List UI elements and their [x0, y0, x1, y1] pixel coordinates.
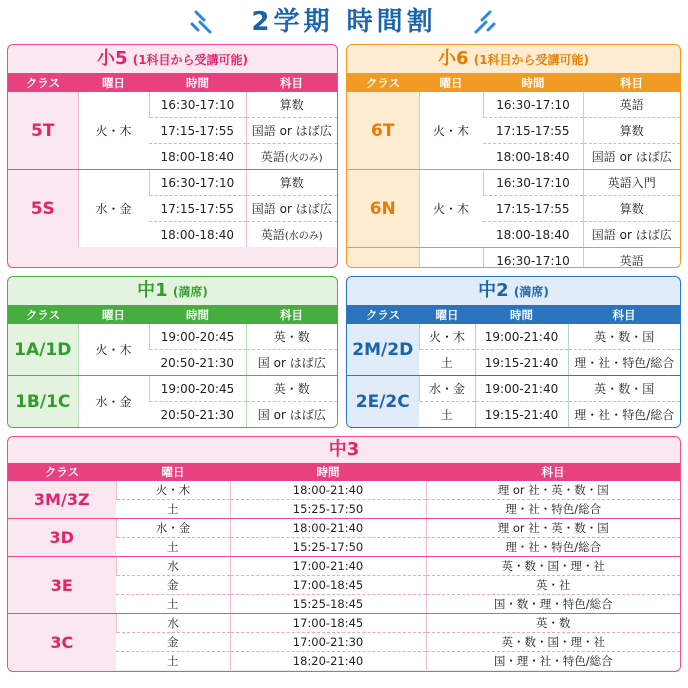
day-cell: 土 [116, 595, 230, 614]
panel-title-sub: (満席) [513, 285, 549, 299]
panel-title [8, 45, 337, 73]
subject-cell: 国語 or はば広 [246, 196, 337, 222]
header-subject: 科目 [568, 305, 680, 324]
subject-cell: 英・数・国・理・社 [426, 557, 680, 576]
table-header-row [347, 73, 680, 92]
table-row [8, 92, 337, 118]
class-cell: 3C [8, 614, 116, 671]
header-day: 曜日 [419, 305, 475, 324]
subject-cell [246, 144, 337, 170]
subject-cell: 理・社・特色/総合 [426, 500, 680, 519]
time-cell: 18:20-21:40 [230, 652, 426, 671]
time-cell: 19:00-20:45 [149, 324, 246, 350]
subject-cell: 国・理・社・特色/総合 [426, 652, 680, 671]
subject-text: 英語 [260, 150, 285, 164]
time-cell: 17:00-21:40 [230, 557, 426, 576]
time-cell: 15:25-18:45 [230, 595, 426, 614]
subject-cell: 英・社 [426, 576, 680, 595]
panel-title-main: 中1 [137, 280, 168, 301]
subject-cell: 英・数 [246, 376, 337, 402]
day-cell: 水・金 [78, 376, 149, 428]
panel-title-main: 中2 [478, 280, 509, 301]
header-subject: 科目 [246, 305, 337, 324]
day-cell: 水 [116, 557, 230, 576]
table-row [8, 376, 337, 402]
subject-cell: 算数 [583, 196, 680, 222]
header-class: クラス [8, 73, 78, 92]
day-cell: 火・木 [78, 324, 149, 376]
header-class: クラス [8, 463, 116, 481]
table-header-row [8, 73, 337, 92]
timetable [8, 305, 337, 427]
time-cell: 18:00-18:40 [149, 222, 246, 248]
panel-chu2 [346, 276, 681, 428]
subject-cell: 算数 [246, 170, 337, 196]
panel-title-sub: (満席) [172, 285, 208, 299]
panel-title-main: 中3 [328, 439, 360, 460]
subject-cell: 英・数 [426, 614, 680, 633]
header-day: 曜日 [78, 73, 149, 92]
table-row [8, 519, 680, 538]
subject-cell [246, 222, 337, 248]
time-cell: 20:50-21:30 [149, 350, 246, 376]
time-cell: 17:00-18:45 [230, 614, 426, 633]
timetable [8, 463, 680, 670]
time-cell: 19:00-21:40 [475, 376, 568, 402]
day-cell: 火・木 [78, 92, 149, 170]
subject-note: (火のみ) [284, 153, 323, 164]
class-cell: 5S [8, 170, 78, 248]
time-cell: 17:15-17:55 [149, 196, 246, 222]
header-time: 時間 [475, 305, 568, 324]
class-cell: 2M/2D [347, 324, 419, 376]
table-header-row [8, 463, 680, 481]
header-time: 時間 [149, 305, 246, 324]
timetable [8, 73, 337, 247]
header-subject: 科目 [246, 73, 337, 92]
subject-cell: 理・社・特色/総合 [568, 402, 680, 428]
day-cell: 水・金 [116, 519, 230, 538]
subject-cell: 国語 or はば広 [583, 144, 680, 170]
table-row [8, 170, 337, 196]
page-title-area [0, 2, 688, 42]
day-cell: 土 [419, 402, 475, 428]
time-cell: 17:15-17:55 [483, 118, 583, 144]
panel-title-main: 小6 [437, 48, 469, 69]
subject-cell: 国語 or はば広 [583, 222, 680, 248]
header-class: クラス [347, 305, 419, 324]
header-time: 時間 [230, 463, 426, 481]
accent-lines-icon [190, 8, 220, 38]
timetable [347, 73, 680, 268]
header-time: 時間 [149, 73, 246, 92]
day-cell: 火・木 [419, 170, 483, 248]
time-cell: 16:30-17:10 [149, 170, 246, 196]
subject-cell: 英・数・国・理・社 [426, 633, 680, 652]
subject-cell: 英・数・国 [568, 324, 680, 350]
day-cell: 土 [116, 500, 230, 519]
time-cell: 18:00-18:40 [149, 144, 246, 170]
time-cell: 18:00-18:40 [483, 144, 583, 170]
table-row [347, 92, 680, 118]
header-day: 曜日 [419, 73, 483, 92]
subject-cell: 理・社・特色/総合 [568, 350, 680, 376]
time-cell: 16:30-17:10 [483, 248, 583, 269]
subject-cell: 算数 [246, 92, 337, 118]
table-row [347, 248, 680, 269]
class-cell: 1B/1C [8, 376, 78, 428]
panel-title-main: 小5 [96, 48, 128, 69]
day-cell: 土 [116, 538, 230, 557]
time-cell: 15:25-17:50 [230, 500, 426, 519]
time-cell: 16:30-17:10 [483, 92, 583, 118]
subject-cell: 算数 [583, 118, 680, 144]
class-cell: 6T [347, 92, 419, 170]
subject-cell: 英語 [583, 92, 680, 118]
subject-cell: 国 or はば広 [246, 350, 337, 376]
header-subject: 科目 [583, 73, 680, 92]
panel-title-sub: (1科目から受講可能) [473, 53, 590, 67]
header-class: クラス [347, 73, 419, 92]
subject-cell: 国 or はば広 [246, 402, 337, 428]
time-cell: 19:00-21:40 [475, 324, 568, 350]
table-row [8, 324, 337, 350]
table-row [347, 324, 680, 350]
panel-sho5 [7, 44, 338, 268]
time-cell: 16:30-17:10 [483, 170, 583, 196]
day-cell: 金 [116, 633, 230, 652]
subject-cell: 理 or 社・英・数・国 [426, 481, 680, 500]
day-cell: 水・金 [78, 170, 149, 248]
time-cell: 17:15-17:55 [483, 196, 583, 222]
panel-title [347, 277, 680, 305]
class-cell: 3D [8, 519, 116, 557]
day-cell: 水・金 [419, 376, 475, 402]
time-cell: 17:15-17:55 [149, 118, 246, 144]
day-cell: 火・木 [116, 481, 230, 500]
table-header-row [347, 305, 680, 324]
time-cell: 18:00-21:40 [230, 481, 426, 500]
day-cell: 火・木 [419, 324, 475, 350]
class-cell: 3E [8, 557, 116, 614]
page-title: 2学期 時間割 [251, 7, 437, 37]
class-cell [347, 248, 419, 269]
header-day: 曜日 [116, 463, 230, 481]
time-cell: 17:00-18:45 [230, 576, 426, 595]
header-day: 曜日 [78, 305, 149, 324]
timetable [347, 305, 680, 427]
class-cell: 2E/2C [347, 376, 419, 428]
header-subject: 科目 [426, 463, 680, 481]
header-class: クラス [8, 305, 78, 324]
panel-sho6 [346, 44, 681, 268]
panel-chu3 [7, 436, 681, 672]
time-cell: 15:25-17:50 [230, 538, 426, 557]
panel-chu1 [7, 276, 338, 428]
class-cell: 6N [347, 170, 419, 248]
class-cell: 1A/1D [8, 324, 78, 376]
table-row [8, 481, 680, 500]
day-cell [419, 248, 483, 269]
time-cell: 19:00-20:45 [149, 376, 246, 402]
subject-text: 英語 [260, 228, 285, 242]
class-cell: 3M/3Z [8, 481, 116, 519]
time-cell: 18:00-18:40 [483, 222, 583, 248]
time-cell: 16:30-17:10 [149, 92, 246, 118]
table-row [8, 557, 680, 576]
day-cell: 土 [419, 350, 475, 376]
subject-cell: 英・数 [246, 324, 337, 350]
subject-cell: 英語 [583, 248, 680, 269]
subject-cell: 英・数・国 [568, 376, 680, 402]
class-cell: 5T [8, 92, 78, 170]
header-time: 時間 [483, 73, 583, 92]
subject-cell: 英語入門 [583, 170, 680, 196]
table-header-row [8, 305, 337, 324]
panel-title [347, 45, 680, 73]
panel-title-sub: (1科目から受講可能) [132, 53, 249, 67]
subject-cell: 国語 or はば広 [246, 118, 337, 144]
time-cell: 17:00-21:30 [230, 633, 426, 652]
subject-cell: 理 or 社・英・数・国 [426, 519, 680, 538]
time-cell: 19:15-21:40 [475, 402, 568, 428]
day-cell: 金 [116, 576, 230, 595]
day-cell: 土 [116, 652, 230, 671]
table-row [347, 170, 680, 196]
accent-lines-icon [466, 8, 496, 38]
subject-cell: 国・数・理・特色/総合 [426, 595, 680, 614]
table-row [347, 376, 680, 402]
table-row [8, 614, 680, 633]
time-cell: 18:00-21:40 [230, 519, 426, 538]
day-cell: 水 [116, 614, 230, 633]
subject-cell: 理・社・特色/総合 [426, 538, 680, 557]
panel-title [8, 277, 337, 305]
panel-title [8, 437, 680, 463]
subject-note: (水のみ) [284, 231, 323, 242]
time-cell: 20:50-21:30 [149, 402, 246, 428]
time-cell: 19:15-21:40 [475, 350, 568, 376]
day-cell: 火・木 [419, 92, 483, 170]
